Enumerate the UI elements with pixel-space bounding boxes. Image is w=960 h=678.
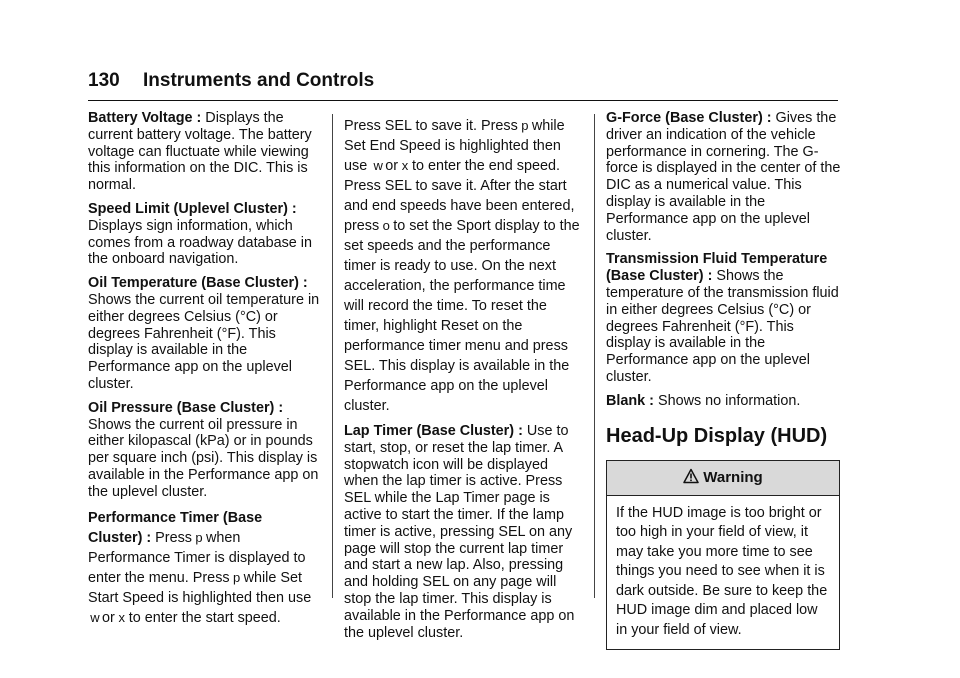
page-header: [88, 68, 838, 101]
column-3: [606, 110, 842, 650]
battery-voltage-entry: Battery Voltage : Displays the current battery voltage. The battery voltage can fluctuate while viewing this information on the DIC. This is normal.: [88, 110, 312, 194]
select-icon: o: [382, 218, 390, 233]
oil-pressure-entry: Oil Pressure (Base Cluster) : Shows the current oil pressure in either kilopascal (kPa) or in pounds per square inch (psi). This display is available in the Performance app on the uplevel cluster.: [88, 399, 319, 500]
up-arrow-icon: w: [90, 609, 100, 625]
right-arrow-icon: p: [521, 118, 529, 133]
up-arrow-icon: w: [373, 158, 383, 173]
blank-entry: Blank : Shows no information.: [606, 392, 801, 409]
speed-limit-entry: Speed Limit (Uplevel Cluster) : Displays sign information, which comes from a roadway database in the onboard navigation.: [88, 200, 312, 268]
hud-heading: Head-Up Display (HUD): [606, 424, 828, 447]
warning-box: [606, 460, 840, 651]
oil-temperature-entry: Oil Temperature (Base Cluster) : Shows the current oil temperature in either degrees Celsius (°C) or degrees Fahrenheit (°F). This display is available in the Performance app on the uplevel cluster.: [88, 275, 320, 392]
down-arrow-icon: x: [401, 158, 409, 173]
column-divider: [332, 114, 333, 598]
performance-timer-entry: Performance Timer (Base Cluster) : Press p when Performance Timer is displayed to enter the menu. Press p while Set Start Speed is highlighted then use w or x to enter the start speed.: [88, 509, 312, 626]
column-1: [88, 110, 320, 635]
g-force-entry: G-Force (Base Cluster) : Gives the driver an indication of the vehicle performance in cornering. The G-force is displayed in the center of the DIC as a numerical value. This display is available in the Performance app on the uplevel cluster.: [606, 110, 841, 244]
column-2: [344, 116, 580, 648]
warning-icon: [683, 468, 699, 484]
page-number: 130: [88, 70, 120, 91]
section-title: Instruments and Controls: [143, 70, 375, 91]
lap-timer-entry: Lap Timer (Base Cluster) : Use to start, stop, or reset the lap timer. A stopwatch icon will be displayed when the lap timer is active. Press SEL while the Lap Timer page is active to start the timer. If the lamp timer is active, pressing SEL on any page will stop the current lap timer and start a new lap. Also, pressing and holding SEL on any page will stop the lap timer. This display is available in the Performance app on the uplevel cluster.: [344, 423, 575, 641]
column-divider: [594, 114, 595, 598]
transmission-fluid-entry: Transmission Fluid Temperature (Base Cluster) : Shows the temperature of the transmission fluid in either degrees Celsius (°C) or degrees Fahrenheit (°F). This display is available in the Performance app on the uplevel cluster.: [606, 251, 839, 385]
right-arrow-icon: p: [232, 569, 241, 585]
performance-timer-continued: Press SEL to save it. Press p while Set End Speed is highlighted then use w or x to enter the end speed. Press SEL to save it. After the start and end speeds have been entered, press o to set the Sport display to the set speeds and the performance timer is ready to use. On the next acceleration, the performance time will record the time. To reset the timer, highlight Reset on the performance timer menu and press SEL. This display is available in the Performance app on the uplevel cluster.: [344, 118, 580, 414]
warning-text: If the HUD image is too bright or too high in your field of view, it may take you more time to see things you need to see when it is dark outside. Be sure to keep the HUD image dim and placed low in your field of view.: [616, 504, 828, 638]
right-arrow-icon: p: [195, 529, 203, 545]
down-arrow-icon: x: [118, 609, 126, 625]
warning-title: Warning: [703, 468, 763, 486]
warning-header: [607, 461, 839, 496]
